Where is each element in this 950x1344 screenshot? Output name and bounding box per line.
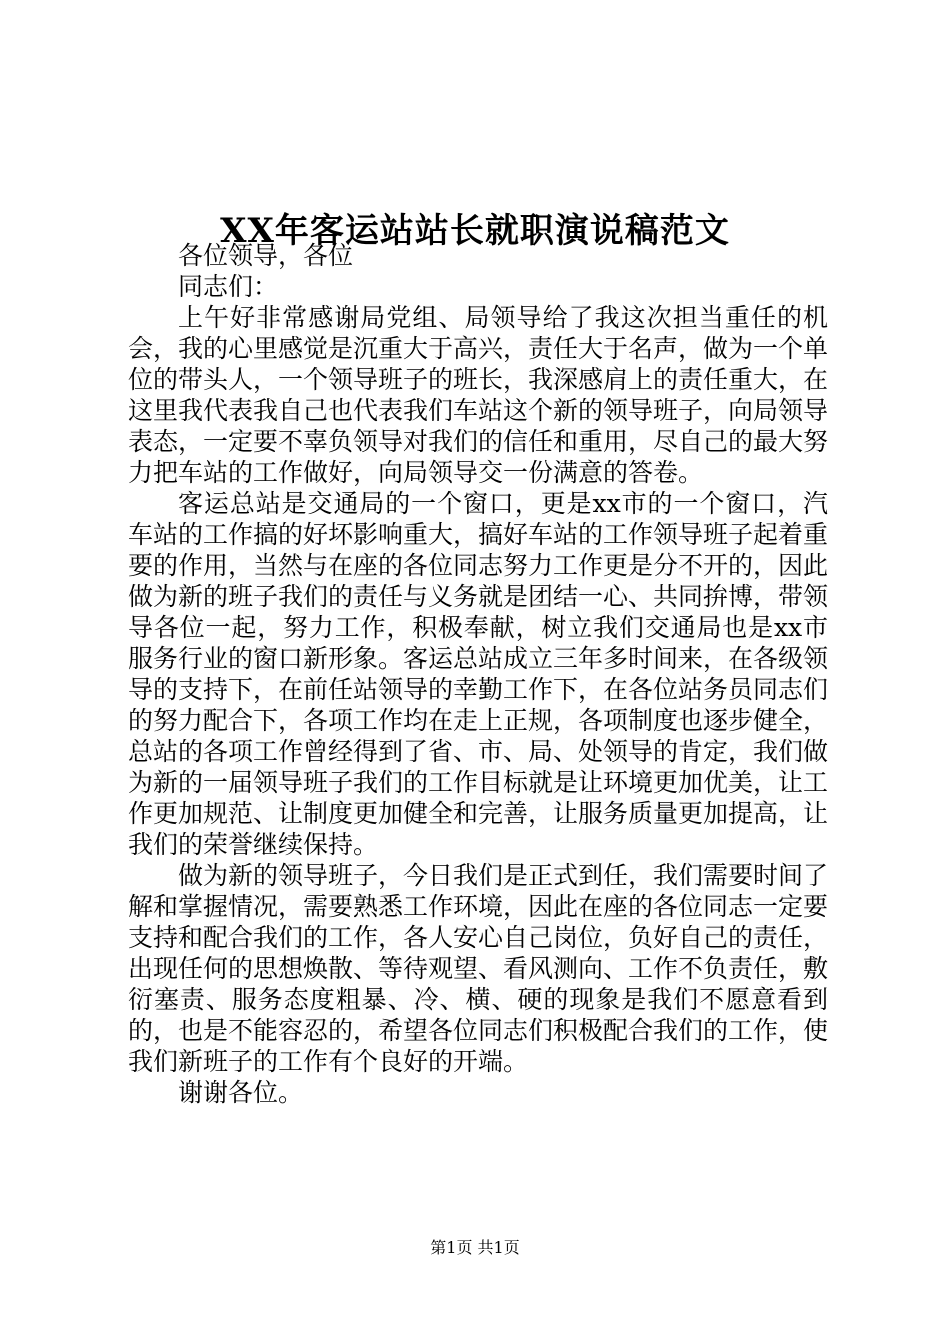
document-body (128, 240, 828, 1108)
salutation-line-2: 同志们： (178, 272, 279, 301)
document-title: XX年客运站站长就职演说稿范文 (220, 210, 730, 251)
body-paragraph-1: 上午好非常感谢局党组、局领导给了我这次担当重任的机会，我的心里感觉是沉重大于高兴，责任大于名声，做为一个单位的带头人，一个领导班子的班长，我深感肩上的责任重大，在这里我代表我自己也代表我们车站这个新的领导班子，向局领导表态，一定要不辜负领导对我们的信任和重用，尽自己的最大努力把车站的工作做好，向局领导交一份满意的答卷。 (128, 303, 829, 487)
body-paragraph-3: 做为新的领导班子，今日我们是正式到任，我们需要时间了解和掌握情况，需要熟悉工作环境，因此在座的各位同志一定要支持和配合我们的工作，各人安心自己岗位，负好自己的责任，出现任何的思想焕散、等待观望、看风测向、工作不负责任，敷衍塞责、服务态度粗暴、冷、横、硬的现象是我们不愿意看到的，也是不能容忍的，希望各位同志们积极配合我们的工作，使我们新班子的工作有个良好的开端。 (128, 861, 829, 1076)
closing-line: 谢谢各位。 (178, 1078, 304, 1107)
salutation-line-1: 各位领导，各位 (178, 241, 354, 270)
body-paragraph-2: 客运总站是交通局的一个窗口，更是xx市的一个窗口，汽车站的工作搞的好坏影响重大，搞好车站的工作领导班子起着重要的作用，当然与在座的各位同志努力工作更是分不开的，因此做为新的班子我们的责任与义务就是团结一心、共同拚博，带领导各位一起，努力工作，积极奉献，树立我们交通局也是xx市服务行业的窗口新形象。客运总站成立三年多时间来，在各级领导的支持下，在前任站领导的幸勤工作下，在各位站务员同志们的努力配合下，各项工作均在走上正规，各项制度也逐步健全，总站的各项工作曾经得到了省、市、局、处领导的肯定，我们做为新的一届领导班子我们的工作目标就是让环境更加优美，让工作更加规范、让制度更加健全和完善，让服务质量更加提高，让我们的荣誉继续保持。 (128, 489, 829, 859)
page-footer: 第1页 共1页 (430, 1238, 520, 1257)
